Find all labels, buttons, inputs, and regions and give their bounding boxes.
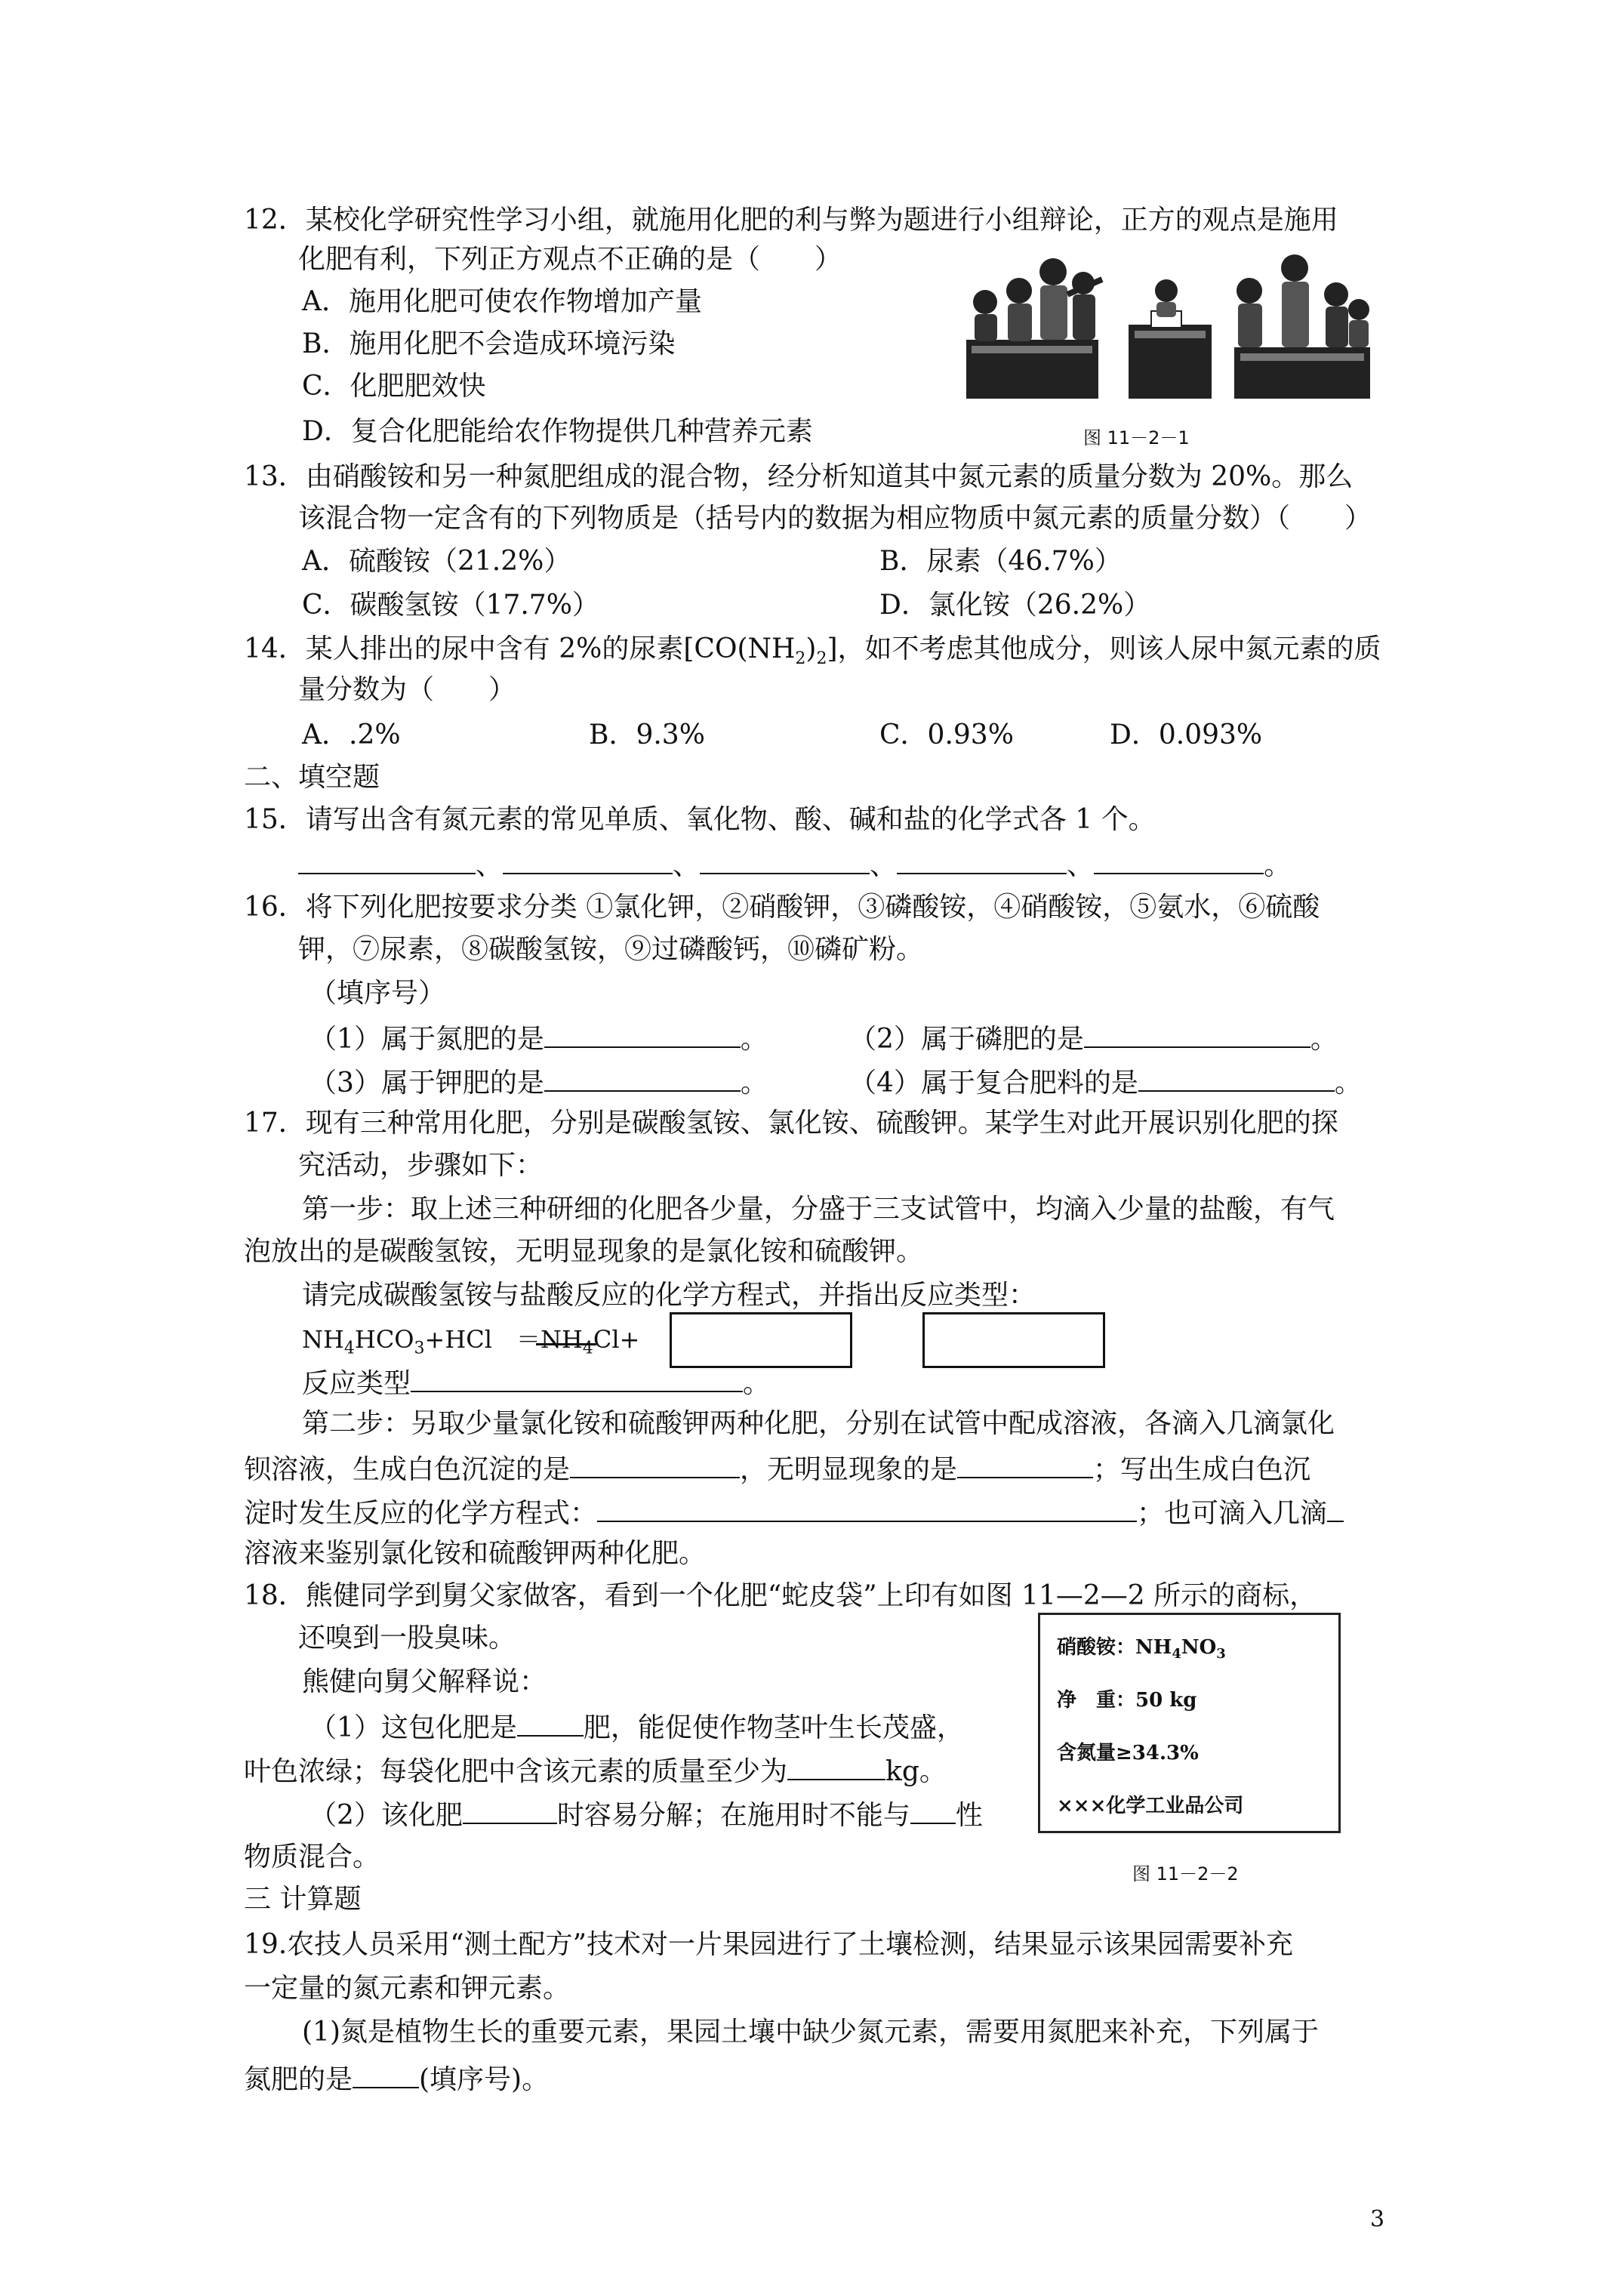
q17-white-precipitate-blank[interactable] bbox=[570, 1451, 740, 1478]
q17-step2-line4: 溶液来鉴别氯化铵和硫酸钾两种化肥。 bbox=[244, 1538, 707, 1569]
q19-part-1-line2: 氮肥的是 (填序号)。 bbox=[244, 2061, 549, 2097]
label-net-weight: 净 重：50 kg bbox=[1057, 1689, 1197, 1712]
page-number: 3 bbox=[1370, 2206, 1385, 2233]
q17-step1-line3: 请完成碳酸氢铵与盐酸反应的化学方程式，并指出反应类型： bbox=[302, 1280, 1036, 1311]
q14-option-c: C．0.93% bbox=[879, 720, 1014, 750]
q18-part-1-line2: 叶色浓绿；每袋化肥中含该元素的质量至少为 kg。 bbox=[244, 1753, 947, 1789]
section-2-heading: 二、填空题 bbox=[244, 762, 380, 793]
q16-note: （填序号） bbox=[310, 978, 446, 1009]
q12-option-d: D．复合化肥能给农作物提供几种营养元素 bbox=[302, 416, 813, 447]
q18-part-1-line1: （1）这包化肥是 肥，能促使作物茎叶生长茂盛， bbox=[310, 1709, 964, 1745]
q12-option-c: C．化肥肥效快 bbox=[302, 371, 486, 402]
q19-part-1-line1: (1)氮是植物生长的重要元素，果园土壤中缺少氮元素，需要用氮肥来补充，下列属于 bbox=[302, 2017, 1319, 2048]
q18-part-2-line2: 物质混合。 bbox=[244, 1841, 380, 1872]
q17-reaction-type: 反应类型 。 bbox=[302, 1365, 770, 1401]
q18-part-2-line1: （2）该化肥 时容易分解；在施用时不能与 性 bbox=[310, 1797, 983, 1832]
q16-stem-line1: 16．将下列化肥按要求分类 ①氯化钾，②硝酸钾，③磷酸铵，④硝酸铵，⑤氨水，⑥硫酸 bbox=[244, 892, 1320, 923]
q16-blank-4[interactable] bbox=[1138, 1065, 1335, 1092]
q17-step1-line1: 第一步：取上述三种研细的化肥各少量，分盛于三支试管中，均滴入少量的盐酸，有气 bbox=[302, 1194, 1335, 1225]
q18-condition-blank[interactable] bbox=[463, 1797, 557, 1824]
q13-option-d: D．氯化铵（26.2%） bbox=[879, 590, 1151, 621]
q17-equation-blank[interactable] bbox=[597, 1495, 1137, 1522]
q15-stem: 15．请写出含有氮元素的常见单质、氧化物、酸、碱和盐的化学式各 1 个。 bbox=[244, 804, 1156, 835]
q16-blank-2[interactable] bbox=[1084, 1021, 1310, 1048]
q17-equation: $NH_4HCO_3+HCl$ $=NH_4Cl+$ bbox=[302, 1325, 640, 1358]
q16-part-4: （4）属于复合肥料的是 。 bbox=[849, 1065, 1362, 1100]
q17-stem-line2: 究活动，步骤如下： bbox=[298, 1150, 544, 1181]
q16-part-2: （2）属于磷肥的是 。 bbox=[849, 1021, 1338, 1056]
q17-no-change-blank[interactable] bbox=[957, 1451, 1093, 1478]
q14-option-a: A．.2% bbox=[302, 720, 401, 750]
section-3-heading: 三 计算题 bbox=[244, 1884, 362, 1915]
q17-reagent-blank[interactable] bbox=[1327, 1495, 1344, 1522]
q12-stem-line1: 12．某校化学研究性学习小组，就施用化肥的利与弊为题进行小组辩论，正方的观点是施用 bbox=[244, 205, 1338, 236]
q17-stem-line1: 17．现有三种常用化肥，分别是碳酸氢铵、氯化铵、硫酸钾。某学生对此开展识别化肥的探 bbox=[244, 1108, 1338, 1139]
q16-part-3: （3）属于钾肥的是 。 bbox=[310, 1065, 768, 1100]
q14-stem-line1: 14．某人排出的尿中含有 2%的尿素$[CO(NH_2)_2]$，如不考虑其他成分，则该人尿中氮元素的质 bbox=[244, 633, 1381, 669]
q12-stem-line2: 化肥有利，下列正方观点不正确的是（ ） bbox=[298, 244, 842, 275]
q19-stem-line2: 一定量的氮元素和钾元素。 bbox=[244, 1973, 571, 2004]
label-company: ×××化学工业品公司 bbox=[1057, 1795, 1244, 1817]
q16-stem-line2: 钾，⑦尿素，⑧碳酸氢铵，⑨过磷酸钙，⑩磷矿粉。 bbox=[298, 934, 924, 965]
q18-explain-intro: 熊健向舅父解释说： bbox=[302, 1666, 547, 1697]
q13-stem-line1: 13．由硝酸铵和另一种氮肥组成的混合物，经分析知道其中氮元素的质量分数为 20%。那么 bbox=[244, 461, 1354, 492]
q17-step2-line2: 钡溶液，生成白色沉淀的是 ，无明显现象的是 ；写出生成白色沉 bbox=[244, 1451, 1310, 1487]
q15-blank-5[interactable] bbox=[1094, 847, 1264, 874]
q13-option-b: B．尿素（46.7%） bbox=[879, 546, 1122, 577]
q16-blank-3[interactable] bbox=[544, 1065, 741, 1092]
q14-stem-line2: 量分数为（ ） bbox=[298, 674, 516, 705]
q15-blank-1[interactable] bbox=[298, 847, 476, 874]
label-nitrogen-content: 含氮量≥34.3% bbox=[1057, 1742, 1199, 1764]
q19-stem-line1: 19.农技人员采用“测土配方”技术对一片果园进行了土壤检测，结果显示该果园需要补充 bbox=[244, 1929, 1294, 1960]
q17-reaction-type-blank[interactable] bbox=[411, 1365, 743, 1392]
label-name: 硝酸铵：$NH_4NO_3$ bbox=[1057, 1636, 1226, 1663]
q15-blank-3[interactable] bbox=[700, 847, 870, 874]
figure-caption-1: 图 11－2－1 bbox=[1083, 427, 1190, 448]
q17-step1-line2: 泡放出的是碳酸氢铵，无明显现象的是氯化铵和硫酸钾。 bbox=[244, 1236, 924, 1267]
q13-stem-line2: 该混合物一定含有的下列物质是（括号内的数据为相应物质中氮元素的质量分数）（ ） bbox=[298, 503, 1372, 534]
q17-product-box-2[interactable] bbox=[922, 1312, 1105, 1368]
q14-option-d: D．0.093% bbox=[1110, 720, 1263, 750]
q17-product-box-1[interactable] bbox=[670, 1312, 852, 1368]
q18-property-blank[interactable] bbox=[910, 1797, 956, 1824]
q16-blank-1[interactable] bbox=[544, 1021, 741, 1048]
q18-stem-line2: 还嗅到一股臭味。 bbox=[298, 1623, 516, 1653]
q16-part-1: （1）属于氮肥的是 。 bbox=[310, 1021, 768, 1056]
q19-answer-blank[interactable] bbox=[353, 2061, 419, 2088]
q15-answer-blanks: 、 、 、 、 。 bbox=[298, 847, 1291, 883]
q12-option-a: A．施用化肥可使农作物增加产量 bbox=[302, 286, 702, 317]
q15-blank-2[interactable] bbox=[503, 847, 673, 874]
figure-caption-2: 图 11－2－2 bbox=[1132, 1863, 1239, 1885]
q13-option-a: A．硫酸铵（21.2%） bbox=[302, 546, 571, 577]
q14-option-b: B．9.3% bbox=[589, 720, 705, 750]
q18-stem-line1: 18．熊健同学到舅父家做客，看到一个化肥“蛇皮袋”上印有如图 11—2—2 所示的商标， bbox=[244, 1580, 1317, 1611]
q18-fertilizer-type-blank[interactable] bbox=[517, 1709, 584, 1737]
q17-step2-line1: 第二步：另取少量氯化铵和硫酸钾两种化肥，分别在试管中配成溶液，各滴入几滴氯化 bbox=[302, 1408, 1335, 1439]
q15-blank-4[interactable] bbox=[897, 847, 1067, 874]
q17-step2-line3: 淀时发生反应的化学方程式： ；也可滴入几滴 bbox=[244, 1495, 1344, 1530]
q13-option-c: C．碳酸氢铵（17.7%） bbox=[302, 590, 599, 621]
q18-mass-blank[interactable] bbox=[787, 1753, 885, 1780]
debate-illustration bbox=[962, 249, 1374, 400]
fertilizer-label bbox=[1038, 1613, 1341, 1833]
q12-option-b: B．施用化肥不会造成环境污染 bbox=[302, 328, 676, 359]
